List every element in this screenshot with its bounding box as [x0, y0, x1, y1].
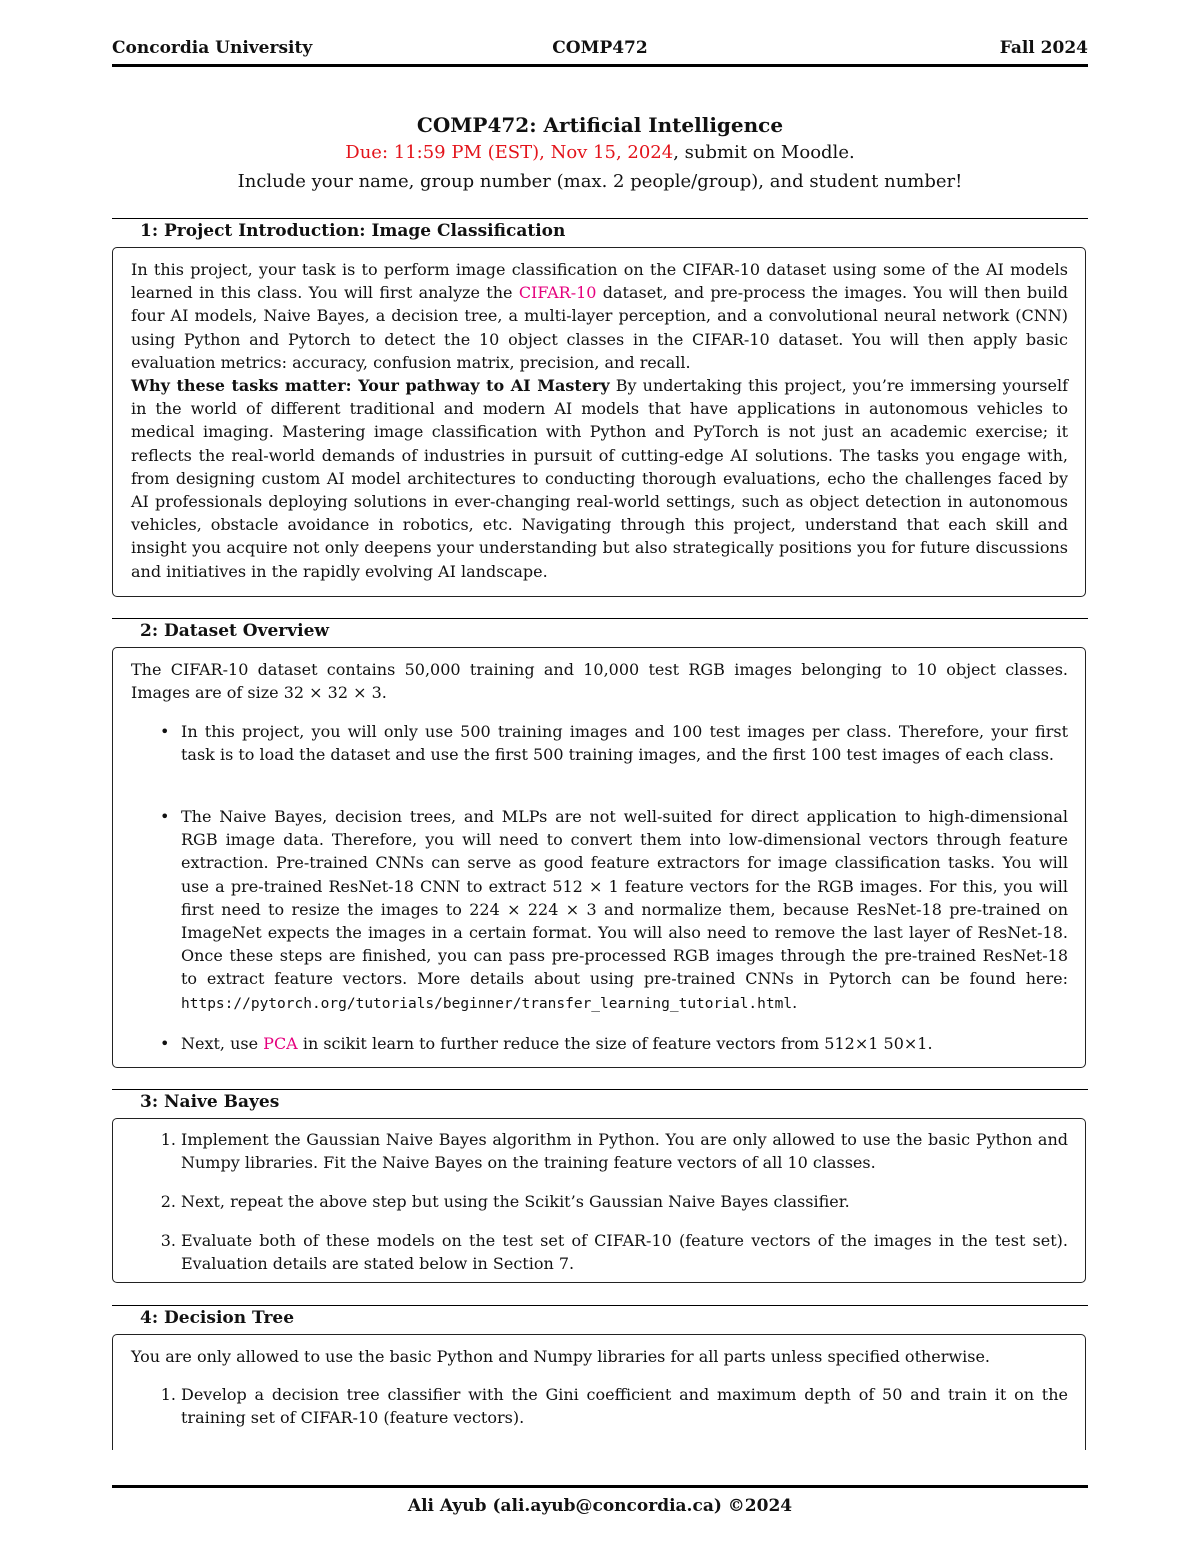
section-1-motivation-paragraph	[131, 374, 1068, 583]
bullet-icon: •	[160, 1034, 170, 1053]
dataset-bullet-2	[181, 805, 1068, 1016]
naive-bayes-step-2: Next, repeat the above step but using the Scikit’s Gaussian Naive Bayes classifier.	[181, 1192, 850, 1211]
bullet-icon: •	[160, 807, 170, 826]
list-number: 1.	[160, 1385, 176, 1404]
bullet-icon: •	[160, 722, 170, 741]
pca-text-b: in scikit learn to further reduce the size of feature vectors from 512×1 50×1.	[297, 1034, 933, 1053]
feature-extraction-text: The Naive Bayes, decision trees, and MLPs are not well-suited for direct application to high-dimensional RGB image data. Therefore, you will need to convert them into low-dimensional vectors through feature extraction. Pre-trained CNNs can serve as good feature extractors for image classification tasks. You will use a pre-trained ResNet-18 CNN to extract 512 × 1 feature vectors for the RGB images. For this, you will first need to resize the images to 224 × 224 × 3 and normalize them, because ResNet-18 pre-trained on ImageNet expects the images in a certain format. You will also need to remove the last layer of ResNet-18. Once these steps are finished, you can pass pre-processed RGB images through the pre-trained ResNet-18 to extract feature vectors. More details about using pre-trained CNNs in Pytorch can be found here:	[181, 807, 1068, 989]
dataset-intro: The CIFAR-10 dataset contains 50,000 training and 10,000 test RGB images belonging to 10 object classes. Images are of size 32 × 32 × 3.	[131, 660, 1068, 703]
section-4-title: 4: Decision Tree	[140, 1308, 295, 1328]
motivation-heading: Why these tasks matter: Your pathway to AI Mastery	[131, 376, 610, 395]
section-2-rule	[112, 618, 1088, 619]
naive-bayes-step-3: Evaluate both of these models on the test set of CIFAR-10 (feature vectors of the images in the test set). Evaluation details are stated below in Section 7.	[181, 1231, 1068, 1274]
dataset-bullet-1: In this project, you will only use 500 training images and 100 test images per class. Therefore, your first task is to load the dataset and use the first 500 training images, and the first 100 test images of each class.	[181, 722, 1068, 765]
section-4-rule	[112, 1305, 1088, 1306]
header-term: Fall 2024	[999, 38, 1088, 58]
intro-text-b: dataset, and pre-process the images. You will then build four AI models, Naive Bayes, a decision tree, a multi-layer perception, and a convolutional neural network (CNN) using Python and Pytorch to detect the 10 object classes in the CIFAR-10 dataset. You will then apply basic evaluation metrics: accuracy, confusion matrix, precision, and recall.	[131, 283, 1069, 372]
due-line	[0, 142, 1200, 163]
list-number: 3.	[160, 1231, 176, 1250]
motivation-text: By undertaking this project, you’re immersing yourself in the world of different traditional and modern AI models that have applications in autonomous vehicles to medical imaging. Mastering image classification with Python and PyTorch is not just an academic exercise; it reflects the real-world demands of industries in pursuit of cutting-edge AI solutions. The tasks you engage with, from designing custom AI model architectures to conducting thorough evaluations, echo the challenges faced by AI professionals deploying solutions in ever-changing real-world settings, such as object detection in autonomous vehicles, obstacle avoidance in robotics, etc. Navigating through this project, understand that each skill and insight you acquire not only deepens your understanding but also strategically positions you for future discussions and initiatives in the rapidly evolving AI landscape.	[131, 376, 1068, 581]
decision-tree-step-1: Develop a decision tree classifier with the Gini coefficient and maximum depth of 50 and train it on the training set of CIFAR-10 (feature vectors).	[181, 1385, 1068, 1428]
header-course: COMP472	[552, 38, 648, 58]
running-header	[112, 38, 1088, 64]
due-date: Due: 11:59 PM (EST), Nov 15, 2024	[345, 142, 674, 163]
page-footer: Ali Ayub (ali.ayub@concordia.ca) ©2024	[407, 1496, 793, 1516]
list-number: 2.	[160, 1192, 176, 1211]
header-university: Concordia University	[112, 38, 313, 58]
decision-tree-intro: You are only allowed to use the basic Python and Numpy libraries for all parts unless specified otherwise.	[131, 1347, 990, 1366]
submission-instructions: Include your name, group number (max. 2 people/group), and student number!	[237, 171, 963, 192]
header-rule	[112, 64, 1088, 67]
naive-bayes-step-1: Implement the Gaussian Naive Bayes algorithm in Python. You are only allowed to use the basic Python and Numpy libraries. Fit the Naive Bayes on the training feature vectors of all 10 classes.	[181, 1130, 1068, 1173]
list-number: 1.	[160, 1130, 176, 1149]
footer-rule	[112, 1485, 1088, 1488]
dataset-bullet-3	[181, 1032, 1068, 1055]
cifar10-link[interactable]: CIFAR-10	[518, 283, 597, 303]
intro-text-a: In this project, your task is to perform image classification on the CIFAR-10 dataset using some of the AI models learned in this class. You will first analyze the	[131, 260, 1068, 303]
section-1-intro-paragraph	[131, 258, 1068, 374]
section-1-rule	[112, 218, 1088, 219]
section-2-title: 2: Dataset Overview	[140, 621, 330, 641]
section-1-title: 1: Project Introduction: Image Classification	[140, 221, 566, 241]
section-3-rule	[112, 1089, 1088, 1090]
pytorch-tutorial-url[interactable]: https://pytorch.org/tutorials/beginner/transfer_learning_tutorial.html	[181, 995, 793, 1012]
section-3-title: 3: Naive Bayes	[140, 1092, 280, 1112]
due-submit-note: , submit on Moodle.	[673, 142, 855, 163]
bullet-2-end: .	[792, 992, 798, 1012]
pca-text-a: Next, use	[181, 1034, 264, 1053]
pca-link[interactable]: PCA	[263, 1034, 298, 1053]
document-title: COMP472: Artificial Intelligence	[416, 113, 784, 137]
